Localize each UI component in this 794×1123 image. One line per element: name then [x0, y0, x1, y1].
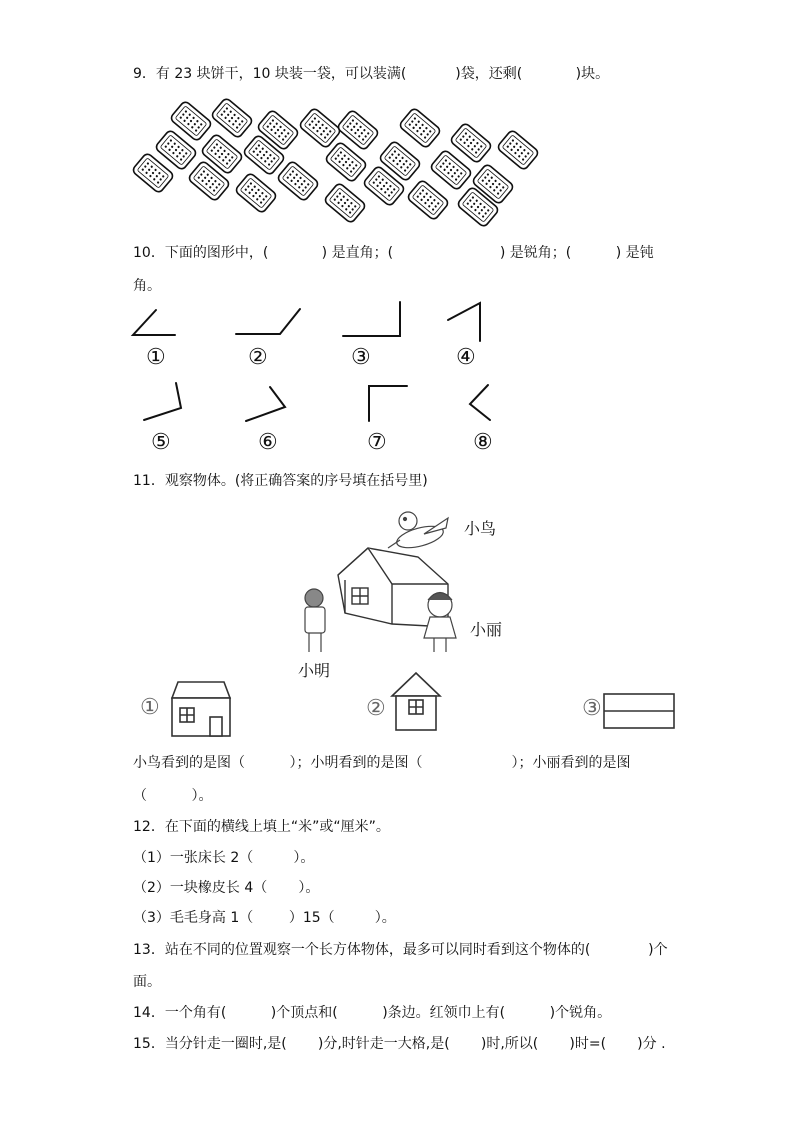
q11-answer-line1: 小鸟看到的是图（ ）；小明看到的是图（ ）；小丽看到的是图 [133, 755, 631, 771]
xiaoming-label: 小明 [298, 661, 331, 680]
q12-item-1: （1）一张床长 2（ ）。 [133, 850, 315, 866]
option-label-1: ① [140, 695, 160, 720]
q13-line2: 面。 [133, 974, 161, 990]
q11-title: 11．观察物体。(将正确答案的序号填在括号里) [133, 473, 428, 489]
angle-label-3: ③ [351, 345, 371, 370]
q14-text: 14．一个角有( )个顶点和( )条边。红领巾上有( )个锐角。 [133, 1005, 612, 1021]
q9-text: 9．有 23 块饼干，10 块装一袋，可以装满( )袋，还剩( )块。 [133, 66, 610, 82]
house-illustration [338, 548, 448, 627]
option-3-figure [604, 694, 674, 728]
angle-label-6: ⑥ [258, 430, 278, 455]
angle-label-1: ① [146, 345, 166, 370]
bird-illustration [388, 512, 448, 552]
q11-answer-line2: （ ）。 [133, 788, 213, 804]
xiaoli-illustration [424, 593, 456, 653]
xiaoming-illustration [305, 589, 325, 652]
q12-title: 12．在下面的横线上填上“米”或“厘米”。 [133, 819, 390, 835]
option-2-figure [392, 673, 440, 730]
q13-line1: 13．站在不同的位置观察一个长方体物体，最多可以同时看到这个物体的( )个 [133, 942, 668, 958]
option-1-figure [172, 682, 230, 736]
q10-line2: 角。 [133, 278, 161, 294]
q12-item-2: （2）一块橡皮长 4（ ）。 [133, 880, 320, 896]
xiaoli-label: 小丽 [470, 620, 503, 639]
angle-label-2: ② [248, 345, 268, 370]
option-label-3: ③ [582, 696, 602, 721]
angle-label-8: ⑧ [473, 430, 493, 455]
q15-text: 15．当分针走一圈时,是( )分,时针走一大格,是( )时,所以( )时=( )分 . [133, 1036, 666, 1052]
bird-label: 小鸟 [464, 519, 497, 538]
option-label-2: ② [366, 696, 386, 721]
angle-label-7: ⑦ [367, 430, 387, 455]
angle-label-4: ④ [456, 345, 476, 370]
q12-item-3: （3）毛毛身高 1（ ）15（ ）。 [133, 910, 396, 926]
angle-label-5: ⑤ [151, 430, 171, 455]
q10-line1: 10．下面的图形中，( ) 是直角；( ) 是锐角；( ) 是钝 [133, 245, 654, 261]
